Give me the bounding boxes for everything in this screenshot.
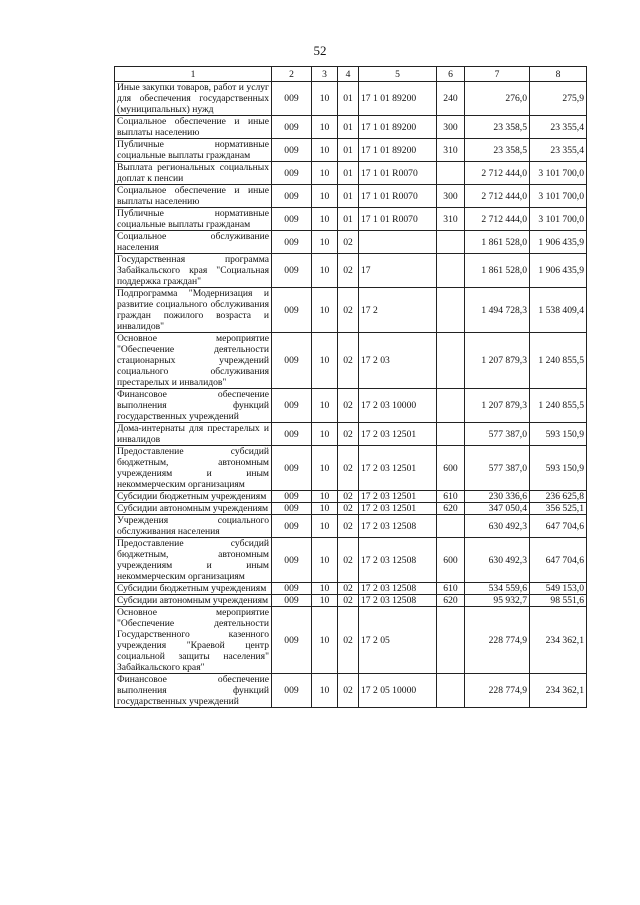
expense-type-cell	[437, 333, 465, 389]
amount-year1-cell: 630 492,3	[465, 515, 530, 538]
amount-year2-cell: 647 704,6	[530, 515, 587, 538]
admin-code-cell: 009	[272, 515, 312, 538]
expense-type-cell	[437, 254, 465, 288]
subsection-cell: 02	[338, 538, 359, 583]
expense-type-cell	[437, 389, 465, 423]
section-cell: 10	[312, 538, 338, 583]
subsection-cell: 02	[338, 254, 359, 288]
table-row	[115, 288, 587, 333]
target-article-cell: 17 1 01 89200	[359, 139, 437, 162]
amount-year2-cell: 1 538 409,4	[530, 288, 587, 333]
table-row	[115, 446, 587, 491]
admin-code-cell: 009	[272, 674, 312, 708]
target-article-cell: 17 2 03 12508	[359, 595, 437, 607]
section-cell: 10	[312, 288, 338, 333]
subsection-cell: 02	[338, 503, 359, 515]
amount-year1-cell: 228 774,9	[465, 607, 530, 674]
amount-year1-cell: 2 712 444,0	[465, 162, 530, 185]
row-name-cell: Государственная программа Забайкальского края "Социальная поддержка граждан"	[115, 254, 272, 288]
amount-year1-cell: 1 861 528,0	[465, 254, 530, 288]
amount-year1-cell: 534 559,6	[465, 583, 530, 595]
expense-type-cell	[437, 674, 465, 708]
target-article-cell	[359, 231, 437, 254]
subsection-cell: 02	[338, 491, 359, 503]
amount-year1-cell: 276,0	[465, 82, 530, 116]
admin-code-cell: 009	[272, 82, 312, 116]
section-cell: 10	[312, 254, 338, 288]
target-article-cell: 17 2	[359, 288, 437, 333]
expense-type-cell: 610	[437, 583, 465, 595]
admin-code-cell: 009	[272, 538, 312, 583]
subsection-cell: 01	[338, 82, 359, 116]
expense-type-cell: 620	[437, 503, 465, 515]
expense-type-cell	[437, 231, 465, 254]
table-row	[115, 254, 587, 288]
amount-year1-cell: 2 712 444,0	[465, 185, 530, 208]
admin-code-cell: 009	[272, 607, 312, 674]
subsection-cell: 02	[338, 674, 359, 708]
table-row	[115, 583, 587, 595]
amount-year1-cell: 23 358,5	[465, 139, 530, 162]
amount-year1-cell: 95 932,7	[465, 595, 530, 607]
table-row	[115, 674, 587, 708]
amount-year1-cell: 228 774,9	[465, 674, 530, 708]
row-name-cell: Финансовое обеспечение выполнения функций государственных учреждений	[115, 389, 272, 423]
amount-year2-cell: 23 355,4	[530, 116, 587, 139]
section-cell: 10	[312, 185, 338, 208]
target-article-cell: 17 2 03 12508	[359, 515, 437, 538]
target-article-cell: 17 2 05 10000	[359, 674, 437, 708]
expense-type-cell	[437, 288, 465, 333]
table-row	[115, 503, 587, 515]
table-row	[115, 82, 587, 116]
expense-type-cell: 310	[437, 139, 465, 162]
section-cell: 10	[312, 423, 338, 446]
budget-table	[114, 66, 587, 708]
col-header: 2	[272, 67, 312, 82]
section-cell: 10	[312, 503, 338, 515]
subsection-cell: 02	[338, 231, 359, 254]
table-row	[115, 185, 587, 208]
subsection-cell: 02	[338, 389, 359, 423]
section-cell: 10	[312, 139, 338, 162]
row-name-cell: Социальное обеспечение и иные выплаты населению	[115, 185, 272, 208]
expense-type-cell	[437, 162, 465, 185]
table-row	[115, 208, 587, 231]
subsection-cell: 01	[338, 185, 359, 208]
section-cell: 10	[312, 674, 338, 708]
amount-year2-cell: 98 551,6	[530, 595, 587, 607]
subsection-cell: 02	[338, 333, 359, 389]
admin-code-cell: 009	[272, 162, 312, 185]
section-cell: 10	[312, 333, 338, 389]
row-name-cell: Предоставление субсидий бюджетным, автономным учреждениям и иным некоммерческим организациям	[115, 446, 272, 491]
amount-year1-cell: 23 358,5	[465, 116, 530, 139]
expense-type-cell: 300	[437, 185, 465, 208]
subsection-cell: 02	[338, 595, 359, 607]
table-row	[115, 491, 587, 503]
amount-year2-cell: 549 153,0	[530, 583, 587, 595]
section-cell: 10	[312, 389, 338, 423]
col-header: 8	[530, 67, 587, 82]
amount-year1-cell: 630 492,3	[465, 538, 530, 583]
admin-code-cell: 009	[272, 254, 312, 288]
expense-type-cell: 310	[437, 208, 465, 231]
amount-year1-cell: 1 207 879,3	[465, 389, 530, 423]
expense-type-cell: 300	[437, 116, 465, 139]
amount-year1-cell: 2 712 444,0	[465, 208, 530, 231]
amount-year2-cell: 23 355,4	[530, 139, 587, 162]
amount-year1-cell: 230 336,6	[465, 491, 530, 503]
amount-year2-cell: 356 525,1	[530, 503, 587, 515]
amount-year2-cell: 236 625,8	[530, 491, 587, 503]
expense-type-cell	[437, 515, 465, 538]
section-cell: 10	[312, 491, 338, 503]
page-number: 52	[313, 43, 327, 58]
admin-code-cell: 009	[272, 288, 312, 333]
target-article-cell: 17 2 05	[359, 607, 437, 674]
target-article-cell: 17 2 03 10000	[359, 389, 437, 423]
subsection-cell: 02	[338, 583, 359, 595]
target-article-cell: 17 2 03 12508	[359, 538, 437, 583]
target-article-cell: 17 1 01 R0070	[359, 185, 437, 208]
subsection-cell: 02	[338, 288, 359, 333]
row-name-cell: Иные закупки товаров, работ и услуг для обеспечения государственных (муниципальных) нужд	[115, 82, 272, 116]
amount-year2-cell: 1 906 435,9	[530, 231, 587, 254]
subsection-cell: 01	[338, 139, 359, 162]
row-name-cell: Дома-интернаты для престарелых и инвалидов	[115, 423, 272, 446]
amount-year2-cell: 275,9	[530, 82, 587, 116]
section-cell: 10	[312, 595, 338, 607]
target-article-cell: 17	[359, 254, 437, 288]
row-name-cell: Социальное обслуживание населения	[115, 231, 272, 254]
table-row	[115, 515, 587, 538]
row-name-cell: Основное мероприятие "Обеспечение деятельности стационарных учреждений социального обслуживания престарелых и инвалидов"	[115, 333, 272, 389]
admin-code-cell: 009	[272, 423, 312, 446]
row-name-cell: Учреждения социального обслуживания населения	[115, 515, 272, 538]
table-row	[115, 116, 587, 139]
subsection-cell: 02	[338, 607, 359, 674]
col-header: 5	[359, 67, 437, 82]
amount-year1-cell: 1 861 528,0	[465, 231, 530, 254]
table-row	[115, 231, 587, 254]
table-row	[115, 162, 587, 185]
target-article-cell: 17 1 01 89200	[359, 116, 437, 139]
target-article-cell: 17 2 03 12501	[359, 423, 437, 446]
expense-type-cell	[437, 423, 465, 446]
col-header: 6	[437, 67, 465, 82]
target-article-cell: 17 1 01 89200	[359, 82, 437, 116]
section-cell: 10	[312, 162, 338, 185]
amount-year1-cell: 1 207 879,3	[465, 333, 530, 389]
admin-code-cell: 009	[272, 185, 312, 208]
table-row	[115, 595, 587, 607]
row-name-cell: Субсидии автономным учреждениям	[115, 503, 272, 515]
table-row	[115, 423, 587, 446]
expense-type-cell: 610	[437, 491, 465, 503]
admin-code-cell: 009	[272, 208, 312, 231]
section-cell: 10	[312, 82, 338, 116]
row-name-cell: Выплата региональных социальных доплат к пенсии	[115, 162, 272, 185]
col-header: 1	[115, 67, 272, 82]
target-article-cell: 17 1 01 R0070	[359, 162, 437, 185]
target-article-cell: 17 2 03 12501	[359, 503, 437, 515]
subsection-cell: 01	[338, 208, 359, 231]
row-name-cell: Субсидии бюджетным учреждениям	[115, 583, 272, 595]
expense-type-cell	[437, 607, 465, 674]
section-cell: 10	[312, 607, 338, 674]
subsection-cell: 01	[338, 162, 359, 185]
row-name-cell: Финансовое обеспечение выполнения функций государственных учреждений	[115, 674, 272, 708]
section-cell: 10	[312, 515, 338, 538]
admin-code-cell: 009	[272, 503, 312, 515]
row-name-cell: Основное мероприятие "Обеспечение деятельности Государственного казенного учреждения "Краевой центр социальной защиты населения" Забайкальского края"	[115, 607, 272, 674]
admin-code-cell: 009	[272, 389, 312, 423]
amount-year2-cell: 3 101 700,0	[530, 162, 587, 185]
amount-year2-cell: 234 362,1	[530, 607, 587, 674]
section-cell: 10	[312, 446, 338, 491]
table-row	[115, 538, 587, 583]
target-article-cell: 17 2 03 12501	[359, 491, 437, 503]
table-row	[115, 389, 587, 423]
row-name-cell: Социальное обеспечение и иные выплаты населению	[115, 116, 272, 139]
col-header: 7	[465, 67, 530, 82]
row-name-cell: Публичные нормативные социальные выплаты гражданам	[115, 139, 272, 162]
amount-year2-cell: 3 101 700,0	[530, 208, 587, 231]
admin-code-cell: 009	[272, 491, 312, 503]
header-row	[115, 67, 587, 82]
admin-code-cell: 009	[272, 595, 312, 607]
amount-year1-cell: 577 387,0	[465, 446, 530, 491]
target-article-cell: 17 2 03 12501	[359, 446, 437, 491]
table-body	[115, 82, 587, 708]
subsection-cell: 02	[338, 515, 359, 538]
admin-code-cell: 009	[272, 139, 312, 162]
table-row	[115, 607, 587, 674]
row-name-cell: Подпрограмма "Модернизация и развитие социального обслуживания граждан пожилого возраста и инвалидов"	[115, 288, 272, 333]
amount-year2-cell: 593 150,9	[530, 446, 587, 491]
subsection-cell: 01	[338, 116, 359, 139]
target-article-cell: 17 2 03 12508	[359, 583, 437, 595]
section-cell: 10	[312, 208, 338, 231]
amount-year2-cell: 593 150,9	[530, 423, 587, 446]
table-row	[115, 139, 587, 162]
expense-type-cell: 600	[437, 446, 465, 491]
amount-year2-cell: 1 240 855,5	[530, 389, 587, 423]
col-header: 4	[338, 67, 359, 82]
row-name-cell: Субсидии бюджетным учреждениям	[115, 491, 272, 503]
table-row	[115, 333, 587, 389]
target-article-cell: 17 2 03	[359, 333, 437, 389]
amount-year2-cell: 647 704,6	[530, 538, 587, 583]
target-article-cell: 17 1 01 R0070	[359, 208, 437, 231]
admin-code-cell: 009	[272, 446, 312, 491]
expense-type-cell: 600	[437, 538, 465, 583]
subsection-cell: 02	[338, 423, 359, 446]
col-header: 3	[312, 67, 338, 82]
subsection-cell: 02	[338, 446, 359, 491]
row-name-cell: Субсидии автономным учреждениям	[115, 595, 272, 607]
amount-year1-cell: 347 050,4	[465, 503, 530, 515]
section-cell: 10	[312, 231, 338, 254]
admin-code-cell: 009	[272, 333, 312, 389]
amount-year2-cell: 1 240 855,5	[530, 333, 587, 389]
section-cell: 10	[312, 116, 338, 139]
amount-year1-cell: 1 494 728,3	[465, 288, 530, 333]
admin-code-cell: 009	[272, 231, 312, 254]
section-cell: 10	[312, 583, 338, 595]
row-name-cell: Предоставление субсидий бюджетным, автономным учреждениям и иным некоммерческим организациям	[115, 538, 272, 583]
amount-year2-cell: 3 101 700,0	[530, 185, 587, 208]
amount-year2-cell: 234 362,1	[530, 674, 587, 708]
amount-year1-cell: 577 387,0	[465, 423, 530, 446]
admin-code-cell: 009	[272, 583, 312, 595]
row-name-cell: Публичные нормативные социальные выплаты гражданам	[115, 208, 272, 231]
admin-code-cell: 009	[272, 116, 312, 139]
expense-type-cell: 620	[437, 595, 465, 607]
amount-year2-cell: 1 906 435,9	[530, 254, 587, 288]
expense-type-cell: 240	[437, 82, 465, 116]
